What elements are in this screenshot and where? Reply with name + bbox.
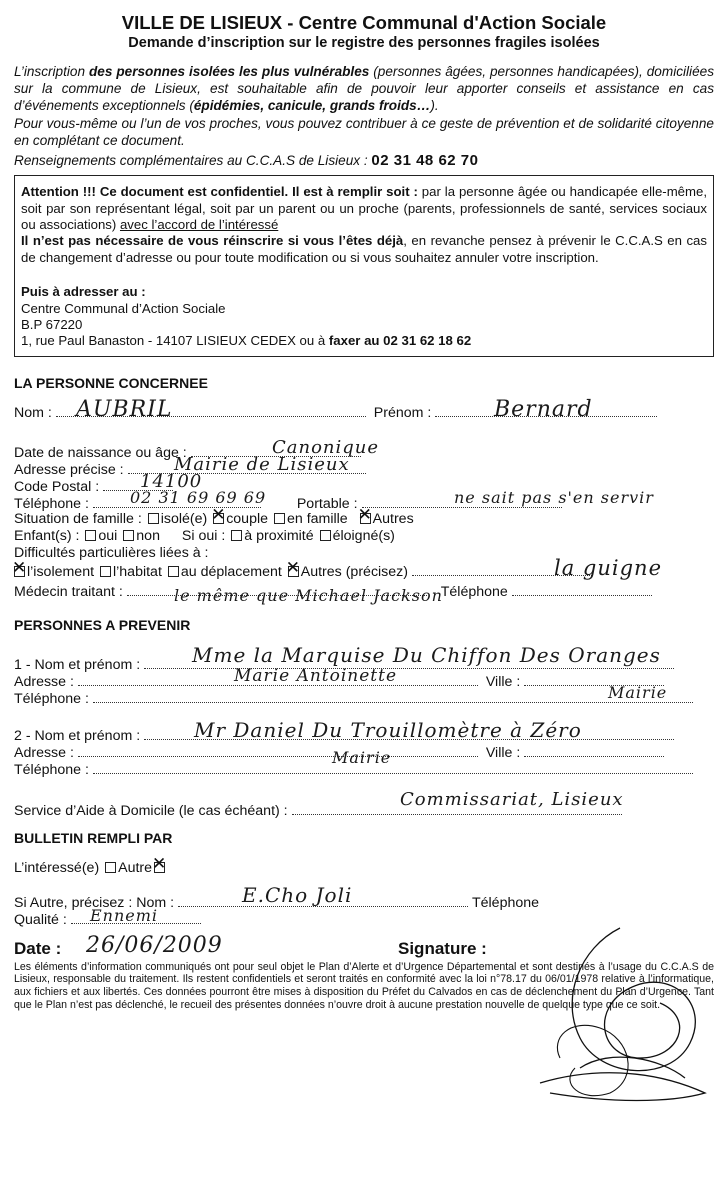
oui-checkbox[interactable] <box>85 530 96 541</box>
section-person: LA PERSONNE CONCERNEE <box>14 374 208 391</box>
title-org: - Centre Communal d'Action Sociale <box>282 12 607 33</box>
row-birth <box>14 436 714 461</box>
diff-autres-checkbox[interactable] <box>288 566 299 577</box>
eloigne-label: éloigné(s) <box>332 527 395 544</box>
cp-value: 14100 <box>140 470 203 492</box>
si-autre-value: E.Cho Joli <box>242 882 353 907</box>
row-service <box>14 788 714 819</box>
qualite-label: Qualité : <box>14 911 67 928</box>
eloigne-checkbox[interactable] <box>320 530 331 541</box>
non-checkbox[interactable] <box>123 530 134 541</box>
box-addr2: B.P 67220 <box>21 317 83 333</box>
c2-ville-field[interactable] <box>524 743 664 757</box>
address-label: Adresse précise : <box>14 461 124 478</box>
autre-label: Autre <box>118 859 153 876</box>
service-value: Commissariat, Lisieux <box>400 788 624 810</box>
c2-address-label: Adresse : <box>14 744 74 761</box>
box-attention: Attention !!! Ce document est confidentiel. Il est à remplir soit : <box>21 184 418 200</box>
footer-legal: Les éléments d’information communiqués ont pour seul objet le Plan d’Alerte et d’Urgence Départemental et sont destinés à l’usage du C.C.A.S de Lisieux, responsable du traitement. Ils restent confidentiels et seront traités en conformité avec la loi n°78.17 du 06/01/1978 relative à l’informatique, aux fichiers et aux libertés. Ces données pourront être mises à disposition du Préfet du Calvados en cas de déclenchement du Plan d’Urgence. Tant que le Plan n’est pas déclenché, le recueil des présentes données n’ouvre droit à aucune prestation nouvelle de quelque type que ce soit. <box>14 960 714 1011</box>
medecin-label: Médecin traitant : <box>14 583 123 600</box>
c1-tel-label: Téléphone : <box>14 690 89 707</box>
c2-name-label: 2 - Nom et prénom : <box>14 727 141 744</box>
autres-checkbox[interactable] <box>360 513 371 524</box>
intro-text <box>14 63 714 169</box>
row-medecin <box>14 582 714 605</box>
medecin-value: le même que Michael Jackson <box>174 585 443 605</box>
tel-value: 02 31 69 69 69 <box>130 487 267 507</box>
c2-ville-label: Ville : <box>485 744 521 761</box>
intro-p1b: des personnes isolées les plus vulnérables <box>88 64 370 79</box>
diff-autres-value: la guigne <box>554 555 662 580</box>
service-label: Service d’Aide à Domicile (le cas échéant) : <box>14 802 288 819</box>
intro-p1a: L’inscription <box>14 64 89 79</box>
box-b1: Il n’est pas nécessaire de vous réinscrire si vous l’êtes déjà <box>21 233 404 249</box>
nom-label: Nom : <box>14 404 52 421</box>
date-value: 26/06/2009 <box>86 932 223 958</box>
prenom-value: Bernard <box>494 396 593 422</box>
signature-label: Signature : <box>398 938 487 958</box>
family-label: Situation de famille : <box>14 510 142 527</box>
couple-label: couple <box>226 510 269 527</box>
birth-value: Canonique <box>272 436 380 458</box>
habitat-label: l’habitat <box>112 563 162 580</box>
title-city: VILLE DE LISIEUX <box>121 12 283 33</box>
children-label: Enfant(s) : <box>14 527 80 544</box>
interesse-label: L’intéressé(e) <box>14 859 100 876</box>
box-addr3: 1, rue Paul Banaston - 14107 LISIEUX CEDEX ou à <box>21 333 329 349</box>
portable-label: Portable : <box>296 495 358 512</box>
box-b2: , en revanche pensez à prévenir le C.C.A.S en cas de changement d’adresse ou pour toute modification ou si vous souhaitez annuler votre inscription. <box>21 233 707 265</box>
cp-label: Code Postal : <box>14 478 100 495</box>
form-title <box>14 12 714 34</box>
si-oui-label: Si oui : <box>181 527 226 544</box>
medecin-tel-label: Téléphone <box>440 583 508 600</box>
diff-autres-label: Autres (précisez) <box>300 563 408 580</box>
c1-address-label: Adresse : <box>14 673 74 690</box>
interesse-checkbox[interactable] <box>105 862 116 873</box>
autre-checkbox[interactable] <box>154 862 165 873</box>
famille-checkbox[interactable] <box>274 513 285 524</box>
box-fax: faxer au 02 31 62 18 62 <box>328 333 472 349</box>
intro-p2: Pour vous-même ou l’un de vos proches, vous pouvez contribuer à ce geste de prévention et de solidarité citoyenne en complétant ce document. <box>14 115 714 148</box>
isolement-checkbox[interactable] <box>14 566 25 577</box>
isolement-label: l’isolement <box>27 563 95 580</box>
section-contacts: PERSONNES A PREVENIR <box>14 616 191 633</box>
row-children <box>14 528 714 545</box>
form-subtitle: Demande d’inscription sur le registre des personnes fragiles isolées <box>128 35 600 51</box>
c2-tel-label: Téléphone : <box>14 761 89 778</box>
row-c2-name <box>14 717 714 744</box>
date-label: Date : <box>14 938 62 958</box>
bulletin-tel-label: Téléphone <box>471 894 540 911</box>
ccas-phone: 02 31 48 62 70 <box>371 152 479 170</box>
row-address <box>14 453 714 478</box>
isole-label: isolé(e) <box>160 510 208 527</box>
portable-value: ne sait pas s'en servir <box>454 487 654 507</box>
non-label: non <box>136 527 160 544</box>
proximite-checkbox[interactable] <box>231 530 242 541</box>
confidential-box <box>14 175 714 357</box>
intro-p3: Renseignements complémentaires au C.C.A.S de Lisieux : <box>14 153 372 169</box>
famille-label: en famille <box>286 510 348 527</box>
c2-name-value: Mr Daniel Du Trouillomètre à Zéro <box>194 717 582 742</box>
nom-value: AUBRIL <box>76 396 173 422</box>
c2-address-field[interactable] <box>78 743 478 757</box>
c1-name-label: 1 - Nom et prénom : <box>14 656 141 673</box>
couple-checkbox[interactable] <box>213 513 224 524</box>
habitat-checkbox[interactable] <box>100 566 111 577</box>
isole-checkbox[interactable] <box>148 513 159 524</box>
address-value: Mairie de Lisieux <box>174 453 350 475</box>
deplacement-label: au déplacement <box>180 563 282 580</box>
c2-tel-field[interactable] <box>93 760 693 774</box>
oui-label: oui <box>98 527 118 544</box>
medecin-tel-field[interactable] <box>512 582 652 596</box>
row-family <box>14 511 714 528</box>
tel-label: Téléphone : <box>14 495 89 512</box>
deplacement-checkbox[interactable] <box>168 566 179 577</box>
box-a2: par la personne âgée ou handicapée elle-même, soit par son représentant légal, soit par un parent ou un proche (parents, professionnels de santé, services sociaux ou associations) <box>21 184 707 233</box>
c2-tel-value: Mairie <box>332 747 392 767</box>
intro-p1e: ). <box>430 98 439 114</box>
c1-address-value: Marie Antoinette <box>234 665 398 686</box>
signature-scribble <box>520 908 720 1118</box>
qualite-value: Ennemi <box>90 905 159 925</box>
intro-p1c: (personnes âgées, personnes handicapées), domiciliées sur la commune de Lisieux, est souhaitable afin de pouvoir leur apporter conseils et assistance en cas d’événements exceptionnels ( <box>14 64 714 114</box>
row-c1-tel <box>14 682 714 707</box>
row-filled-by <box>14 860 714 877</box>
birth-label: Date de naissance ou âge : <box>14 444 187 461</box>
intro-p1d: épidémies, canicule, grands froids… <box>193 98 431 114</box>
proximite-label: à proximité <box>244 527 314 544</box>
difficulties-label: Difficultés particulières liées à : <box>14 544 209 561</box>
autres-label: Autres <box>372 510 414 527</box>
row-difficulties-options <box>14 555 714 582</box>
si-autre-label: Si Autre, précisez : Nom : <box>14 894 175 911</box>
box-send-title: Puis à adresser au : <box>21 284 146 300</box>
box-addr1: Centre Communal d’Action Sociale <box>21 300 226 316</box>
c1-tel-value: Mairie <box>608 682 668 702</box>
box-a3: avec l’accord de l’intéressé <box>119 217 279 233</box>
row-nom <box>14 396 714 429</box>
c1-name-value: Mme la Marquise Du Chiffon Des Oranges <box>192 642 661 667</box>
c1-ville-label: Ville : <box>485 673 521 690</box>
section-bulletin: BULLETIN REMPLI PAR <box>14 829 173 846</box>
prenom-label: Prénom : <box>373 404 432 421</box>
c1-tel-field[interactable] <box>93 689 693 703</box>
